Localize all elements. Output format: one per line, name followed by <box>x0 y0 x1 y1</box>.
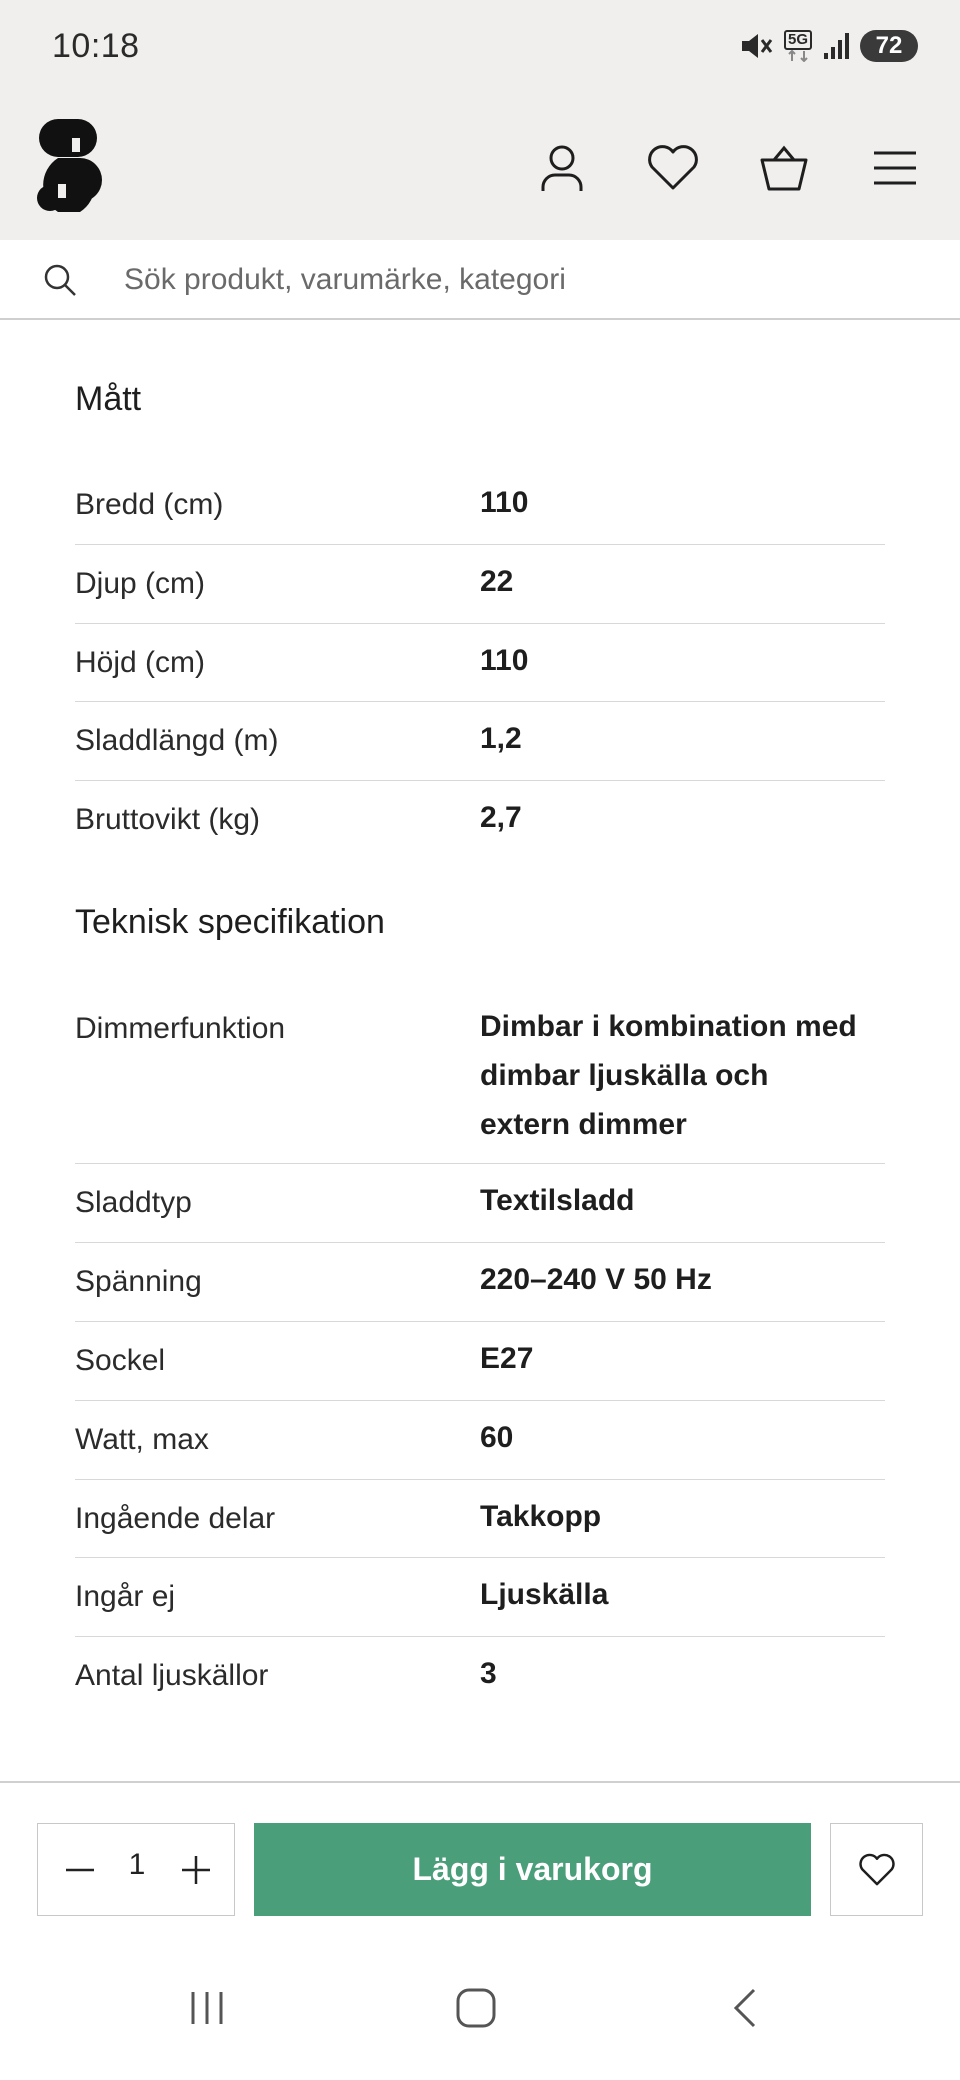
increase-quantity-button[interactable] <box>170 1844 222 1896</box>
spec-row <box>75 545 885 624</box>
spec-label: Sladdtyp <box>75 1186 192 1219</box>
spec-label: Ingår ej <box>75 1580 176 1613</box>
back-button[interactable] <box>705 1973 785 2043</box>
heart-icon <box>646 144 700 192</box>
section-title-matt: Mått <box>75 380 142 418</box>
mute-icon <box>740 31 774 61</box>
spec-row <box>75 1243 885 1322</box>
account-button[interactable] <box>530 136 594 200</box>
spec-value: Takkopp <box>480 1500 602 1533</box>
spec-row <box>75 1480 885 1558</box>
heart-icon <box>858 1853 896 1887</box>
spec-row <box>75 702 885 781</box>
spec-row <box>75 1637 885 1716</box>
spec-row <box>75 781 885 860</box>
spec-value: 1,2 <box>480 722 522 755</box>
spec-label: Spänning <box>75 1265 202 1298</box>
section-title-teknisk: Teknisk specifikation <box>75 903 385 941</box>
spec-value: Textilsladd <box>480 1184 635 1217</box>
search-icon <box>42 262 78 303</box>
spec-label: Bredd (cm) <box>75 488 224 521</box>
spec-value: 60 <box>480 1421 514 1454</box>
wishlist-button[interactable] <box>641 136 705 200</box>
plus-icon <box>182 1856 210 1884</box>
spec-value-line: extern dimmer <box>480 1108 687 1141</box>
quantity-value[interactable]: 1 <box>128 1848 146 1881</box>
spec-row <box>75 1164 885 1243</box>
spec-value: 3 <box>480 1657 497 1690</box>
spec-row <box>75 624 885 702</box>
quantity-stepper <box>37 1823 235 1916</box>
search-bar <box>0 240 960 320</box>
account-icon <box>538 143 586 193</box>
status-bar <box>0 0 960 92</box>
decrease-quantity-button[interactable] <box>54 1844 106 1896</box>
home-button[interactable] <box>436 1973 516 2043</box>
network-5g-icon <box>784 30 812 62</box>
signal-icon <box>822 31 850 61</box>
battery-level: 72 <box>875 32 903 59</box>
spec-label: Höjd (cm) <box>75 646 206 679</box>
home-icon <box>454 1986 498 2030</box>
spec-value-line: dimbar ljuskälla och <box>480 1059 769 1092</box>
site-header <box>0 92 960 240</box>
spec-label: Sockel <box>75 1344 166 1377</box>
menu-icon <box>872 150 918 186</box>
spec-value: 22 <box>480 565 514 598</box>
spec-value-line: Dimbar i kombination med <box>480 1010 857 1043</box>
s-logo-icon[interactable] <box>36 118 102 219</box>
spec-label: Djup (cm) <box>75 567 206 600</box>
back-icon <box>730 1986 760 2030</box>
add-to-cart-bar <box>0 1781 960 1937</box>
recent-apps-button[interactable] <box>167 1973 247 2043</box>
menu-button[interactable] <box>863 136 927 200</box>
spec-label: Ingående delar <box>75 1502 276 1535</box>
spec-row <box>75 466 885 545</box>
cart-button[interactable] <box>752 136 816 200</box>
add-to-wishlist-button[interactable] <box>830 1823 923 1916</box>
spec-row <box>75 1322 885 1401</box>
recent-apps-icon <box>187 1988 227 2028</box>
spec-row <box>75 1401 885 1480</box>
spec-value: E27 <box>480 1342 534 1375</box>
spec-label: Dimmerfunktion <box>75 1012 286 1045</box>
spec-label: Antal ljuskällor <box>75 1659 269 1692</box>
spec-value: 110 <box>480 486 529 519</box>
spec-value: 2,7 <box>480 801 522 834</box>
spec-row <box>75 990 885 1164</box>
spec-row <box>75 1558 885 1637</box>
spec-label: Bruttovikt (kg) <box>75 803 261 836</box>
add-to-cart-button[interactable]: Lägg i varukorg <box>254 1823 811 1916</box>
spec-label: Sladdlängd (m) <box>75 724 279 757</box>
spec-value: 110 <box>480 644 529 677</box>
battery-icon <box>860 30 918 62</box>
spec-value: Ljuskälla <box>480 1578 609 1611</box>
status-time: 10:18 <box>52 26 140 65</box>
network-label: 5G <box>784 30 812 50</box>
basket-icon <box>759 143 809 193</box>
spec-label: Watt, max <box>75 1423 209 1456</box>
spec-value <box>480 1002 885 1149</box>
system-nav-bar <box>0 1937 960 2080</box>
search-input[interactable] <box>124 254 914 306</box>
spec-value: 220–240 V 50 Hz <box>480 1263 712 1296</box>
status-icons <box>740 30 918 62</box>
minus-icon <box>66 1868 94 1872</box>
